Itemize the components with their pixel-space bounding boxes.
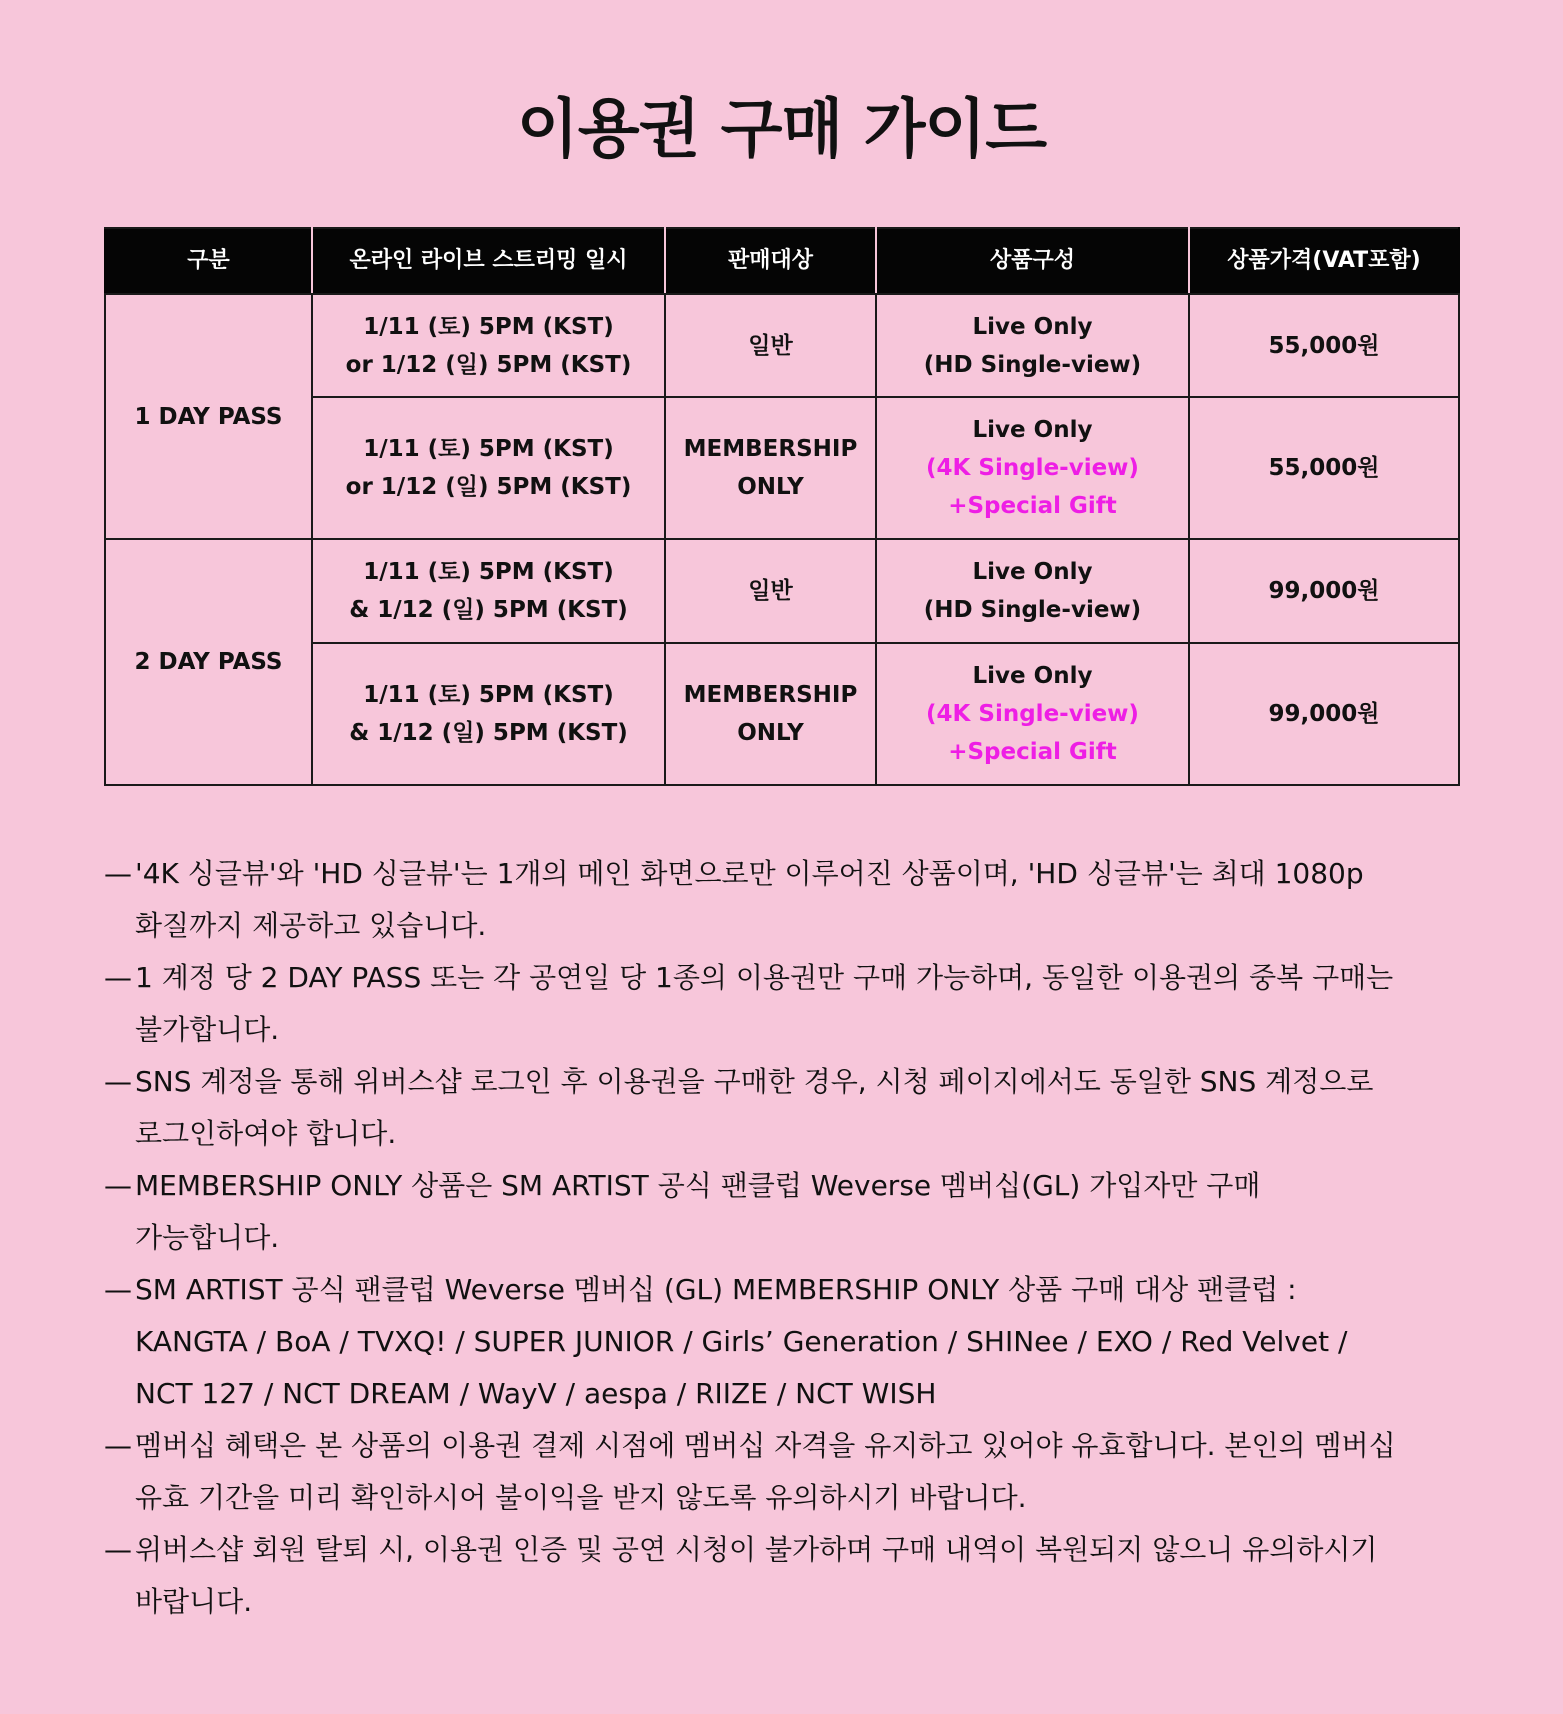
note-line: 1 계정 당 2 DAY PASS 또는 각 공연일 당 1종의 이용권만 구매 가능하며, 동일한 이용권의 중복 구매는 — [135, 961, 1394, 994]
note-item — [104, 1056, 1484, 1160]
target-cell — [665, 643, 876, 785]
streaming-date-cell — [312, 539, 665, 643]
note-line: 바랍니다. — [135, 1585, 253, 1618]
date-line: or 1/12 (일) 5PM (KST) — [345, 351, 632, 378]
note-item — [104, 1160, 1484, 1264]
pass-label-2day: 2 DAY PASS — [105, 539, 312, 785]
table-row — [105, 294, 1459, 397]
note-line: '4K 싱글뷰'와 'HD 싱글뷰'는 1개의 메인 화면으로만 이루어진 상품이며, 'HD 싱글뷰'는 최대 1080p — [135, 857, 1364, 890]
note-line: 유효 기간을 미리 확인하시어 불이익을 받지 않도록 유의하시기 바랍니다. — [135, 1481, 1027, 1514]
target-line: ONLY — [737, 720, 804, 746]
header-category: 구분 — [105, 228, 312, 294]
product-line: Live Only — [972, 559, 1093, 585]
note-line: 멤버십 혜택은 본 상품의 이용권 결제 시점에 멤버십 자격을 유지하고 있어야 유효합니다. 본인의 멤버십 — [135, 1429, 1396, 1462]
note-dash: — — [104, 1065, 132, 1098]
note-dash: — — [104, 1169, 132, 1202]
header-target: 판매대상 — [665, 228, 876, 294]
product-line: Live Only — [972, 313, 1093, 340]
date-line: 1/11 (토) 5PM (KST) — [363, 559, 614, 585]
product-cell — [876, 539, 1189, 643]
date-line: & 1/12 (일) 5PM (KST) — [349, 597, 628, 623]
price-cell: 99,000원 — [1189, 643, 1459, 785]
date-line: 1/11 (토) 5PM (KST) — [363, 682, 614, 708]
product-line: (HD Single-view) — [923, 351, 1142, 378]
table-header-row — [105, 228, 1459, 294]
note-item — [104, 1264, 1484, 1420]
note-line: MEMBERSHIP ONLY 상품은 SM ARTIST 공식 팬클럽 Weverse 멤버십(GL) 가입자만 구매 — [135, 1169, 1261, 1202]
product-line: Live Only — [972, 417, 1093, 443]
page-title: 이용권 구매 가이드 — [516, 93, 1047, 167]
target-line: MEMBERSHIP — [683, 436, 858, 462]
date-line: or 1/12 (일) 5PM (KST) — [345, 474, 632, 500]
pass-guide-table — [104, 227, 1460, 786]
price-cell: 55,000원 — [1189, 397, 1459, 539]
target-line: 일반 — [748, 578, 793, 604]
product-line: (HD Single-view) — [923, 597, 1142, 623]
streaming-date-cell — [312, 643, 665, 785]
product-cell — [876, 294, 1189, 397]
note-item — [104, 1524, 1484, 1628]
note-dash: — — [104, 857, 132, 890]
header-product: 상품구성 — [876, 228, 1189, 294]
target-line: MEMBERSHIP — [683, 682, 858, 708]
price-cell: 55,000원 — [1189, 294, 1459, 397]
note-item — [104, 1420, 1484, 1524]
special-gift-line: +Special Gift — [948, 493, 1117, 519]
note-line: NCT 127 / NCT DREAM / WayV / aespa / RIIZE / NCT WISH — [135, 1377, 937, 1410]
streaming-date-cell — [312, 397, 665, 539]
note-line: SNS 계정을 통해 위버스샵 로그인 후 이용권을 구매한 경우, 시청 페이지에서도 동일한 SNS 계정으로 — [135, 1065, 1374, 1098]
guide-notes — [104, 848, 1484, 1628]
pass-label-1day: 1 DAY PASS — [105, 294, 312, 539]
note-dash: — — [104, 1273, 132, 1306]
target-cell — [665, 294, 876, 397]
note-dash: — — [104, 961, 132, 994]
note-line: 가능합니다. — [135, 1221, 280, 1254]
note-item — [104, 848, 1484, 952]
product-cell — [876, 397, 1189, 539]
target-cell — [665, 539, 876, 643]
note-line: 불가합니다. — [135, 1013, 280, 1046]
header-price: 상품가격(VAT포함) — [1189, 228, 1459, 294]
note-dash: — — [104, 1429, 132, 1462]
note-line: KANGTA / BoA / TVXQ! / SUPER JUNIOR / Girls’ Generation / SHINee / EXO / Red Velvet / — [135, 1325, 1348, 1358]
product-cell — [876, 643, 1189, 785]
price-cell: 99,000원 — [1189, 539, 1459, 643]
product-highlight-line: (4K Single-view) — [926, 701, 1139, 727]
note-line: 화질까지 제공하고 있습니다. — [135, 909, 487, 942]
date-line: 1/11 (토) 5PM (KST) — [363, 436, 614, 462]
note-line: 로그인하여야 합니다. — [135, 1117, 397, 1150]
header-streaming-date: 온라인 라이브 스트리밍 일시 — [312, 228, 665, 294]
product-highlight-line: (4K Single-view) — [926, 455, 1139, 481]
note-dash: — — [104, 1533, 132, 1566]
product-line: Live Only — [972, 663, 1093, 689]
date-line: 1/11 (토) 5PM (KST) — [363, 313, 614, 340]
target-cell — [665, 397, 876, 539]
note-item — [104, 952, 1484, 1056]
date-line: & 1/12 (일) 5PM (KST) — [349, 720, 628, 746]
special-gift-line: +Special Gift — [948, 739, 1117, 765]
note-line: 위버스샵 회원 탈퇴 시, 이용권 인증 및 공연 시청이 불가하며 구매 내역이 복원되지 않으니 유의하시기 — [135, 1533, 1378, 1566]
target-line: 일반 — [748, 332, 793, 359]
note-line: SM ARTIST 공식 팬클럽 Weverse 멤버십 (GL) MEMBERSHIP ONLY 상품 구매 대상 팬클럽 : — [135, 1273, 1297, 1306]
table-row — [105, 539, 1459, 643]
streaming-date-cell — [312, 294, 665, 397]
target-line: ONLY — [737, 474, 804, 500]
